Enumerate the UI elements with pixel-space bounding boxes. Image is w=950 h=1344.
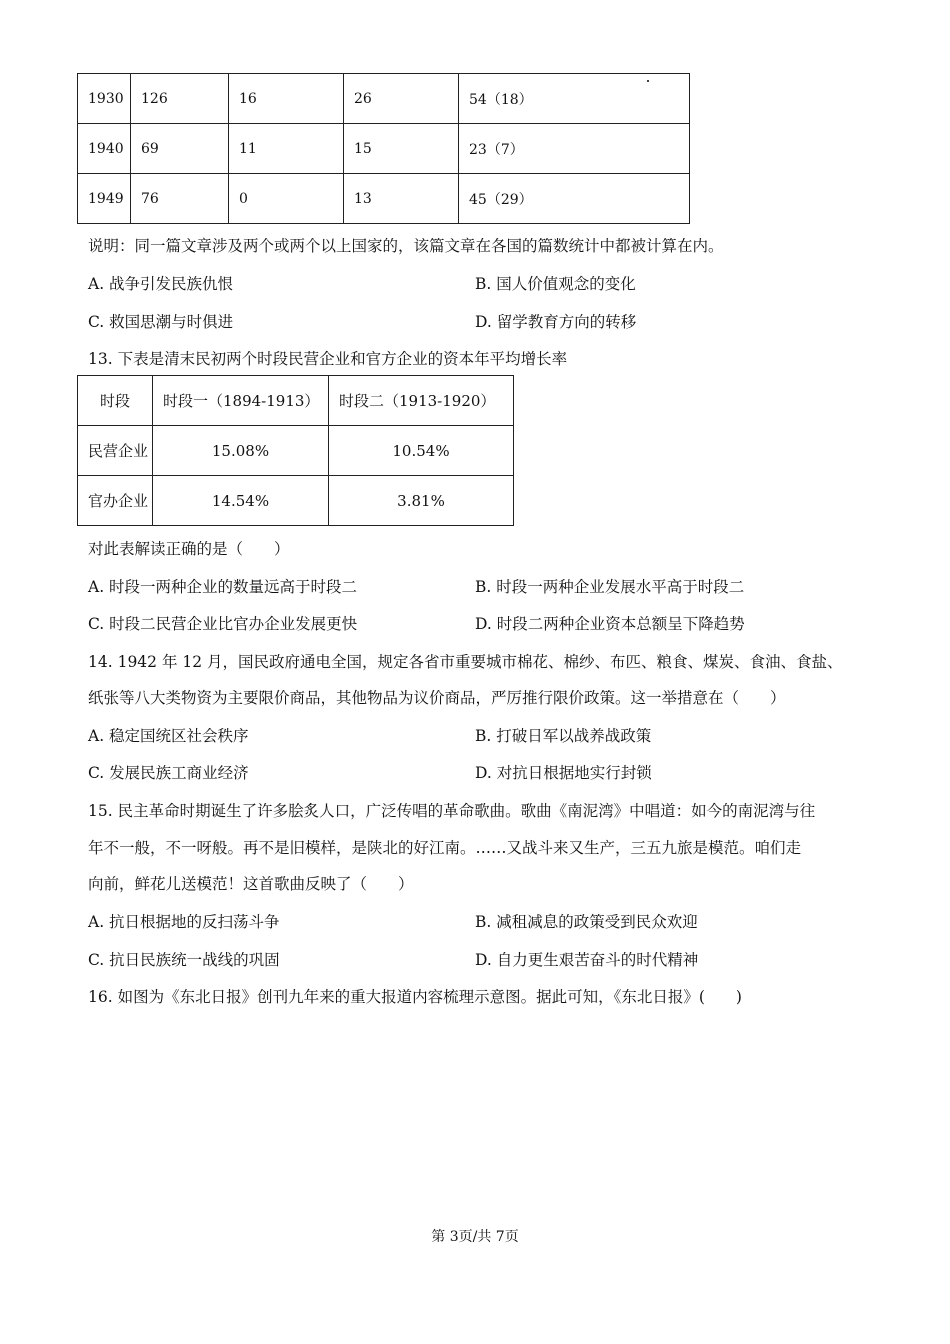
- table-header: 时段: [78, 376, 153, 426]
- table-cell: 10.54%: [329, 426, 514, 476]
- q12-option-d: D. 留学教育方向的转移: [475, 313, 637, 331]
- q14-option-c: C. 发展民族工商业经济: [88, 764, 249, 782]
- q14-stem-line2: 纸张等八大类物资为主要限价商品，其他物品为议价商品，严厉推行限价政策。这一举措意在（ ）: [88, 689, 786, 707]
- statistics-table: [77, 73, 690, 224]
- table-cell: 0: [229, 174, 344, 224]
- table-cell: 官办企业: [78, 476, 153, 526]
- q15-option-a: A. 抗日根据地的反扫荡斗争: [88, 913, 280, 931]
- table-note: 说明：同一篇文章涉及两个或两个以上国家的，该篇文章在各国的篇数统计中都被计算在内。: [88, 237, 724, 255]
- q16-stem: 16. 如图为《东北日报》创刊九年来的重大报道内容梳理示意图。据此可知，《东北日报》( ): [88, 988, 742, 1006]
- q15-option-b: B. 减租减息的政策受到民众欢迎: [475, 913, 698, 931]
- q15-stem-line2: 年不一般，不一呀般。再不是旧模样，是陕北的好江南。……又战斗来又生产，三五九旅是模范。咱们走: [88, 839, 802, 857]
- table-cell: 76: [131, 174, 229, 224]
- page-footer: 第 3页/共 7页: [431, 1229, 519, 1245]
- q15-stem-line1: 15. 民主革命时期诞生了许多脍炙人口，广泛传唱的革命歌曲。歌曲《南泥湾》中唱道：如今的南泥湾与往: [88, 802, 816, 820]
- q13-option-b: B. 时段一两种企业发展水平高于时段二: [475, 578, 745, 596]
- table-header: 时段一（1894-1913）: [153, 376, 329, 426]
- speck-mark: [647, 80, 649, 82]
- table-cell: 1930: [78, 74, 131, 124]
- q14-option-d: D. 对抗日根据地实行封锁: [475, 764, 652, 782]
- q12-option-a: A. 战争引发民族仇恨: [88, 275, 234, 293]
- q13-option-d: D. 时段二两种企业资本总额呈下降趋势: [475, 615, 745, 633]
- table-cell: 54（18）: [459, 74, 690, 124]
- q13-prompt: 对此表解读正确的是（ ）: [88, 540, 290, 558]
- table-row: [78, 124, 690, 174]
- table-row: [78, 174, 690, 224]
- q12-option-c: C. 救国思潮与时俱进: [88, 313, 234, 331]
- table-header-row: [78, 376, 514, 426]
- table-cell: 13: [344, 174, 459, 224]
- table-cell: 16: [229, 74, 344, 124]
- q14-option-b: B. 打破日军以战养战政策: [475, 727, 652, 745]
- table-header: 时段二（1913-1920）: [329, 376, 514, 426]
- q13-option-a: A. 时段一两种企业的数量远高于时段二: [88, 578, 358, 596]
- table-cell: 3.81%: [329, 476, 514, 526]
- table-row: [78, 476, 514, 526]
- table-cell: 15: [344, 124, 459, 174]
- table-row: [78, 74, 690, 124]
- q15-stem-line3: 向前，鲜花儿送模范！这首歌曲反映了（ ）: [88, 875, 414, 893]
- table-cell: 14.54%: [153, 476, 329, 526]
- q14-option-a: A. 稳定国统区社会秩序: [88, 727, 249, 745]
- growth-rate-table: [77, 375, 514, 526]
- table-cell: 民营企业: [78, 426, 153, 476]
- q13-option-c: C. 时段二民营企业比官办企业发展更快: [88, 615, 358, 633]
- table-cell: 23（7）: [459, 124, 690, 174]
- table-cell: 1949: [78, 174, 131, 224]
- table-cell: 26: [344, 74, 459, 124]
- table-cell: 1940: [78, 124, 131, 174]
- table-cell: 126: [131, 74, 229, 124]
- q13-stem: 13. 下表是清末民初两个时段民营企业和官方企业的资本年平均增长率: [88, 350, 568, 368]
- table-cell: 11: [229, 124, 344, 174]
- q15-option-c: C. 抗日民族统一战线的巩固: [88, 951, 280, 969]
- table-cell: 15.08%: [153, 426, 329, 476]
- table-cell: 69: [131, 124, 229, 174]
- table-cell: 45（29）: [459, 174, 690, 224]
- q12-option-b: B. 国人价值观念的变化: [475, 275, 636, 293]
- table-row: [78, 426, 514, 476]
- q14-stem-line1: 14. 1942 年 12 月，国民政府通电全国，规定各省市重要城市棉花、棉纱、布匹、粮食、煤炭、食油、食盐、: [88, 653, 843, 671]
- q15-option-d: D. 自力更生艰苦奋斗的时代精神: [475, 951, 699, 969]
